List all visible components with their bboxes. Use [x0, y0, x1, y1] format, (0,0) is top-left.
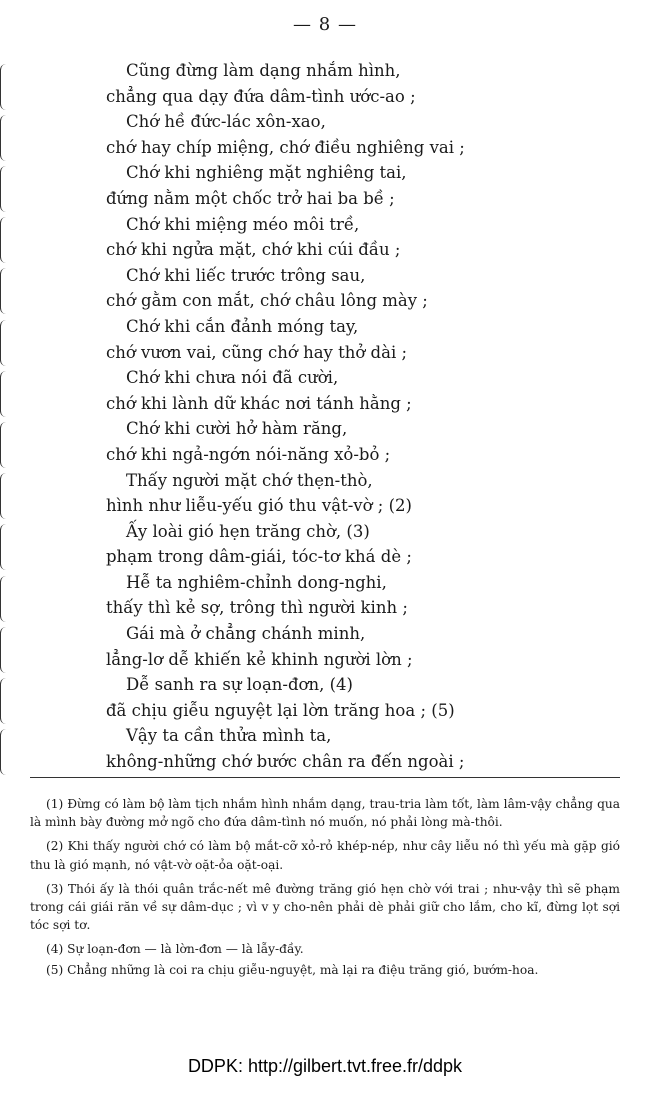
couplet-bracket	[0, 524, 9, 570]
poem-line: chẳng qua dạy đứa dâm-tình ước-ao ;	[106, 86, 416, 106]
source-credit: DDPK: http://gilbert.tvt.free.fr/ddpk	[187, 1056, 463, 1076]
footnotes	[30, 795, 620, 985]
poem-line: đứng nằm một chốc trở hai ba bề ;	[106, 188, 395, 208]
poem	[74, 58, 634, 775]
couplet-bracket	[0, 64, 9, 110]
poem-line: Chớ hề đức-lác xôn-xao,	[126, 112, 326, 132]
poem-line: Cũng đừng làm dạng nhắm hình,	[126, 61, 401, 80]
poem-line: Chớ khi nghiêng mặt nghiêng tai,	[126, 163, 407, 183]
poem-line: Chớ khi liếc trước trông sau,	[126, 265, 366, 285]
footnote: (1) Đừng có làm bộ làm tịch nhắm hình nhắm dạng, trau-tria làm tốt, làm lâm-vậy chẳng qua là mình bày đường mở ngõ cho đứa dâm-tình nó muốn, nó phải lòng mà-thôi.	[30, 797, 620, 830]
poem-line: chớ hay chíp miệng, chớ điều nghiêng vai ;	[106, 137, 465, 157]
poem-line: Thấy người mặt chớ thẹn-thò,	[126, 470, 373, 490]
poem-line: Ấy loài gió hẹn trăng chờ, (3)	[126, 521, 370, 541]
couplet-bracket	[0, 627, 9, 673]
couplet-bracket	[0, 268, 9, 314]
poem-line: đã chịu giễu nguyệt lại lờn trăng hoa ; (5)	[106, 700, 455, 720]
poem-line: lẳng-lơ dễ khiến kẻ khinh người lờn ;	[106, 649, 413, 669]
poem-line: Chớ khi miệng méo môi trề,	[126, 214, 360, 234]
poem-line: phạm trong dâm-giái, tóc-tơ khá dè ;	[106, 547, 412, 567]
footnote: (4) Sự loạn-đơn — là lờn-đơn — là lẫy-đầy.	[46, 942, 304, 957]
footnote: (2) Khi thấy người chớ có làm bộ mắt-cỡ xỏ-rỏ khép-nép, như cây liễu nó thì yếu mà gặp gió thu là gió mạnh, nó vật-vờ oặt-ỏa oặt-oại.	[30, 839, 620, 872]
couplet-bracket	[0, 729, 9, 775]
couplet-bracket	[0, 320, 9, 366]
poem-line: Hễ ta nghiêm-chỉnh dong-nghi,	[126, 572, 387, 592]
page-number: — 8 —	[293, 14, 357, 35]
couplet-bracket	[0, 473, 9, 519]
poem-line: Chớ khi chưa nói đã cười,	[126, 368, 339, 388]
poem-line: thấy thì kẻ sợ, trông thì người kinh ;	[106, 598, 408, 618]
poem-line: Chớ khi cắn đảnh móng tay,	[126, 316, 359, 336]
poem-line: chớ vươn vai, cũng chớ hay thở dài ;	[106, 342, 408, 362]
poem-line: chớ khi ngả-ngớn nói-năng xỏ-bỏ ;	[106, 444, 391, 464]
poem-line: không-những chớ bước chân ra đến ngoài ;	[106, 752, 465, 772]
couplet-bracket	[0, 371, 9, 417]
couplet-bracket	[0, 217, 9, 263]
poem-line: Gái mà ở chẳng chánh minh,	[126, 624, 366, 644]
couplet-bracket	[0, 422, 9, 468]
footnote-divider	[30, 777, 620, 778]
couplet-bracket	[0, 576, 9, 622]
footnote: (5) Chẳng những là coi ra chịu giễu-nguyệt, mà lại ra điệu trăng gió, bướm-hoa.	[46, 962, 539, 977]
couplet-bracket	[0, 678, 9, 724]
poem-line: Vậy ta cần thửa mình ta,	[126, 726, 332, 746]
couplet-bracket	[0, 115, 9, 161]
couplet-bracket	[0, 166, 9, 212]
poem-line: chớ gằm con mắt, chớ châu lông mày ;	[106, 291, 428, 311]
poem-line: Chớ khi cười hở hàm răng,	[126, 419, 348, 439]
poem-line: chớ khi lành dữ khác nơi tánh hằng ;	[106, 393, 412, 413]
poem-line: Dễ sanh ra sự loạn-đơn, (4)	[126, 675, 353, 695]
poem-line: hình như liễu-yếu gió thu vật-vờ ; (2)	[106, 496, 412, 516]
footnote: (3) Thói ấy là thói quân trắc-nết mê đường trăng gió hẹn chờ với trai ; như-vậy thì sẽ phạm trong cái giái răn về sự dâm-dục ; vì v y cho-nên phải dè phải giữ cho lắm, cho kĩ, đừng lọt sợi tóc sợi tơ.	[30, 881, 620, 933]
poem-line: chớ khi ngửa mặt, chớ khi cúi đầu ;	[106, 240, 401, 260]
